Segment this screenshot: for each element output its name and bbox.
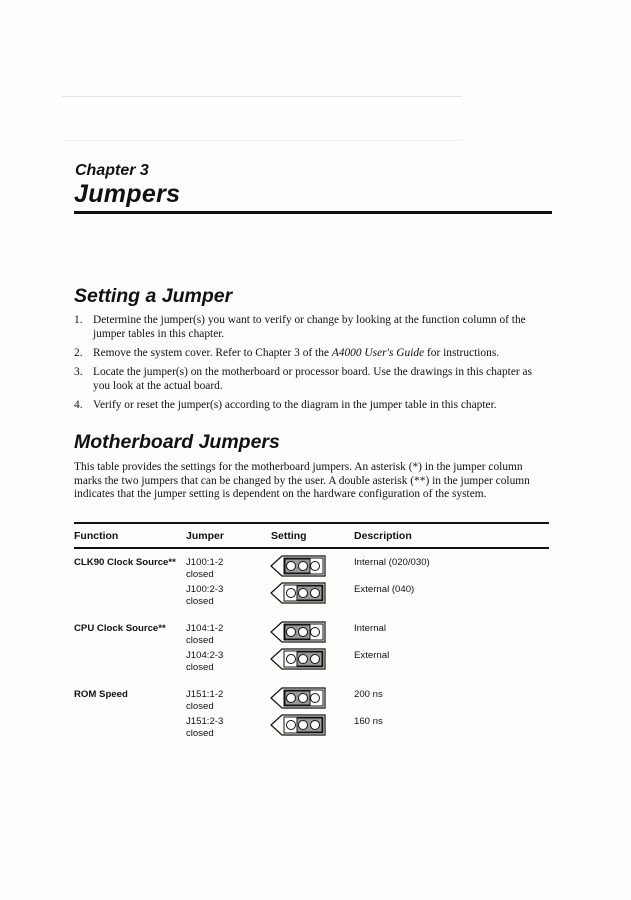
jumper-pin [299, 562, 308, 571]
jumper-setting-diagram [270, 555, 326, 577]
jumper-pin [287, 694, 296, 703]
jumper-pin [287, 721, 296, 730]
step-text: Verify or reset the jumper(s) according to the diagram in the jumper table in this chapter. [93, 399, 497, 411]
cell-jumper [186, 623, 223, 646]
header-description: Description [354, 530, 412, 542]
jumper-pin [299, 655, 308, 664]
jumper-pin [311, 721, 320, 730]
jumper-pin [287, 628, 296, 637]
step-item [74, 346, 544, 360]
section-title-motherboard-jumpers: Motherboard Jumpers [74, 431, 280, 453]
jumper-pin [311, 655, 320, 664]
jumper-pin [287, 655, 296, 664]
cell-jumper [186, 557, 223, 580]
header-function: Function [74, 530, 119, 542]
jumper-id: J104:1-2 [186, 623, 224, 634]
step-number: 2. [74, 347, 83, 359]
jumper-pin [299, 694, 308, 703]
section-title-setting-a-jumper: Setting a Jumper [74, 285, 233, 307]
jumper-id: J100:1-2 [186, 557, 224, 568]
jumper-pin [311, 628, 320, 637]
cell-description: Internal [354, 623, 386, 634]
bleed-through-rule [62, 140, 462, 141]
cell-function: ROM Speed [74, 689, 128, 700]
jumper-pin [287, 562, 296, 571]
chapter-title: Jumpers [74, 180, 181, 208]
step-text-part: Remove the system cover. Refer to Chapter 3 of the [93, 347, 332, 359]
cell-function: CPU Clock Source** [74, 623, 166, 634]
step-item [74, 398, 544, 412]
bleed-through-rule [62, 96, 462, 97]
intro-paragraph: This table provides the settings for the motherboard jumpers. An asterisk (*) in the jumper column marks the two jumpers that can be changed by the user. A double asterisk (**) in the jumper column indicates that the jumper setting is dependent on the hardware configuration of the system. [74, 461, 530, 500]
step-number: 4. [74, 399, 83, 411]
jumper-state: closed [186, 727, 214, 739]
jumper-state: closed [186, 634, 214, 646]
chapter-label: Chapter 3 [75, 162, 149, 179]
jumper-setting-diagram [270, 621, 326, 643]
cell-jumper [186, 584, 223, 607]
step-text: Locate the jumper(s) on the motherboard or processor board. Use the drawings in this chapter as you look at the actual board. [93, 366, 533, 392]
jumper-pin [311, 562, 320, 571]
jumper-setting-diagram [270, 687, 326, 709]
cell-description: External (040) [354, 584, 415, 595]
table-top-rule [74, 522, 549, 524]
jumper-pin [299, 721, 308, 730]
chapter-rule [74, 211, 552, 214]
cell-function: CLK90 Clock Source** [74, 557, 176, 568]
jumper-id: J151:2-3 [186, 716, 224, 727]
step-text-part: for instructions. [424, 347, 500, 359]
step-number: 3. [74, 366, 83, 378]
jumper-pin [311, 589, 320, 598]
step-text [93, 347, 499, 359]
jumper-setting-diagram [270, 648, 326, 670]
step-item [74, 313, 544, 341]
book-title: A4000 User's Guide [331, 347, 425, 359]
jumper-pin [299, 628, 308, 637]
step-text: Determine the jumper(s) you want to verify or change by looking at the function column of the jumper tables in this chapter. [93, 314, 526, 340]
step-number: 1. [74, 314, 83, 326]
jumper-id: J151:1-2 [186, 689, 224, 700]
cell-jumper [186, 689, 223, 712]
header-setting: Setting [271, 530, 307, 542]
jumper-pin [311, 694, 320, 703]
jumper-pin [287, 589, 296, 598]
step-item [74, 365, 544, 393]
header-jumper: Jumper [186, 530, 224, 542]
cell-description: External [354, 650, 390, 661]
jumper-setting-diagram [270, 714, 326, 736]
jumper-id: J100:2-3 [186, 584, 224, 595]
table-header-rule [74, 547, 549, 549]
jumper-state: closed [186, 595, 214, 607]
jumper-state: closed [186, 700, 214, 712]
cell-jumper [186, 650, 223, 673]
jumper-state: closed [186, 568, 214, 580]
jumper-state: closed [186, 661, 214, 673]
jumper-setting-diagram [270, 582, 326, 604]
cell-description: Internal (020/030) [354, 557, 430, 568]
cell-description: 200 ns [354, 689, 383, 700]
cell-description: 160 ns [354, 716, 383, 727]
cell-jumper [186, 716, 223, 739]
steps-list [74, 313, 544, 417]
jumper-pin [299, 589, 308, 598]
jumper-id: J104:2-3 [186, 650, 224, 661]
